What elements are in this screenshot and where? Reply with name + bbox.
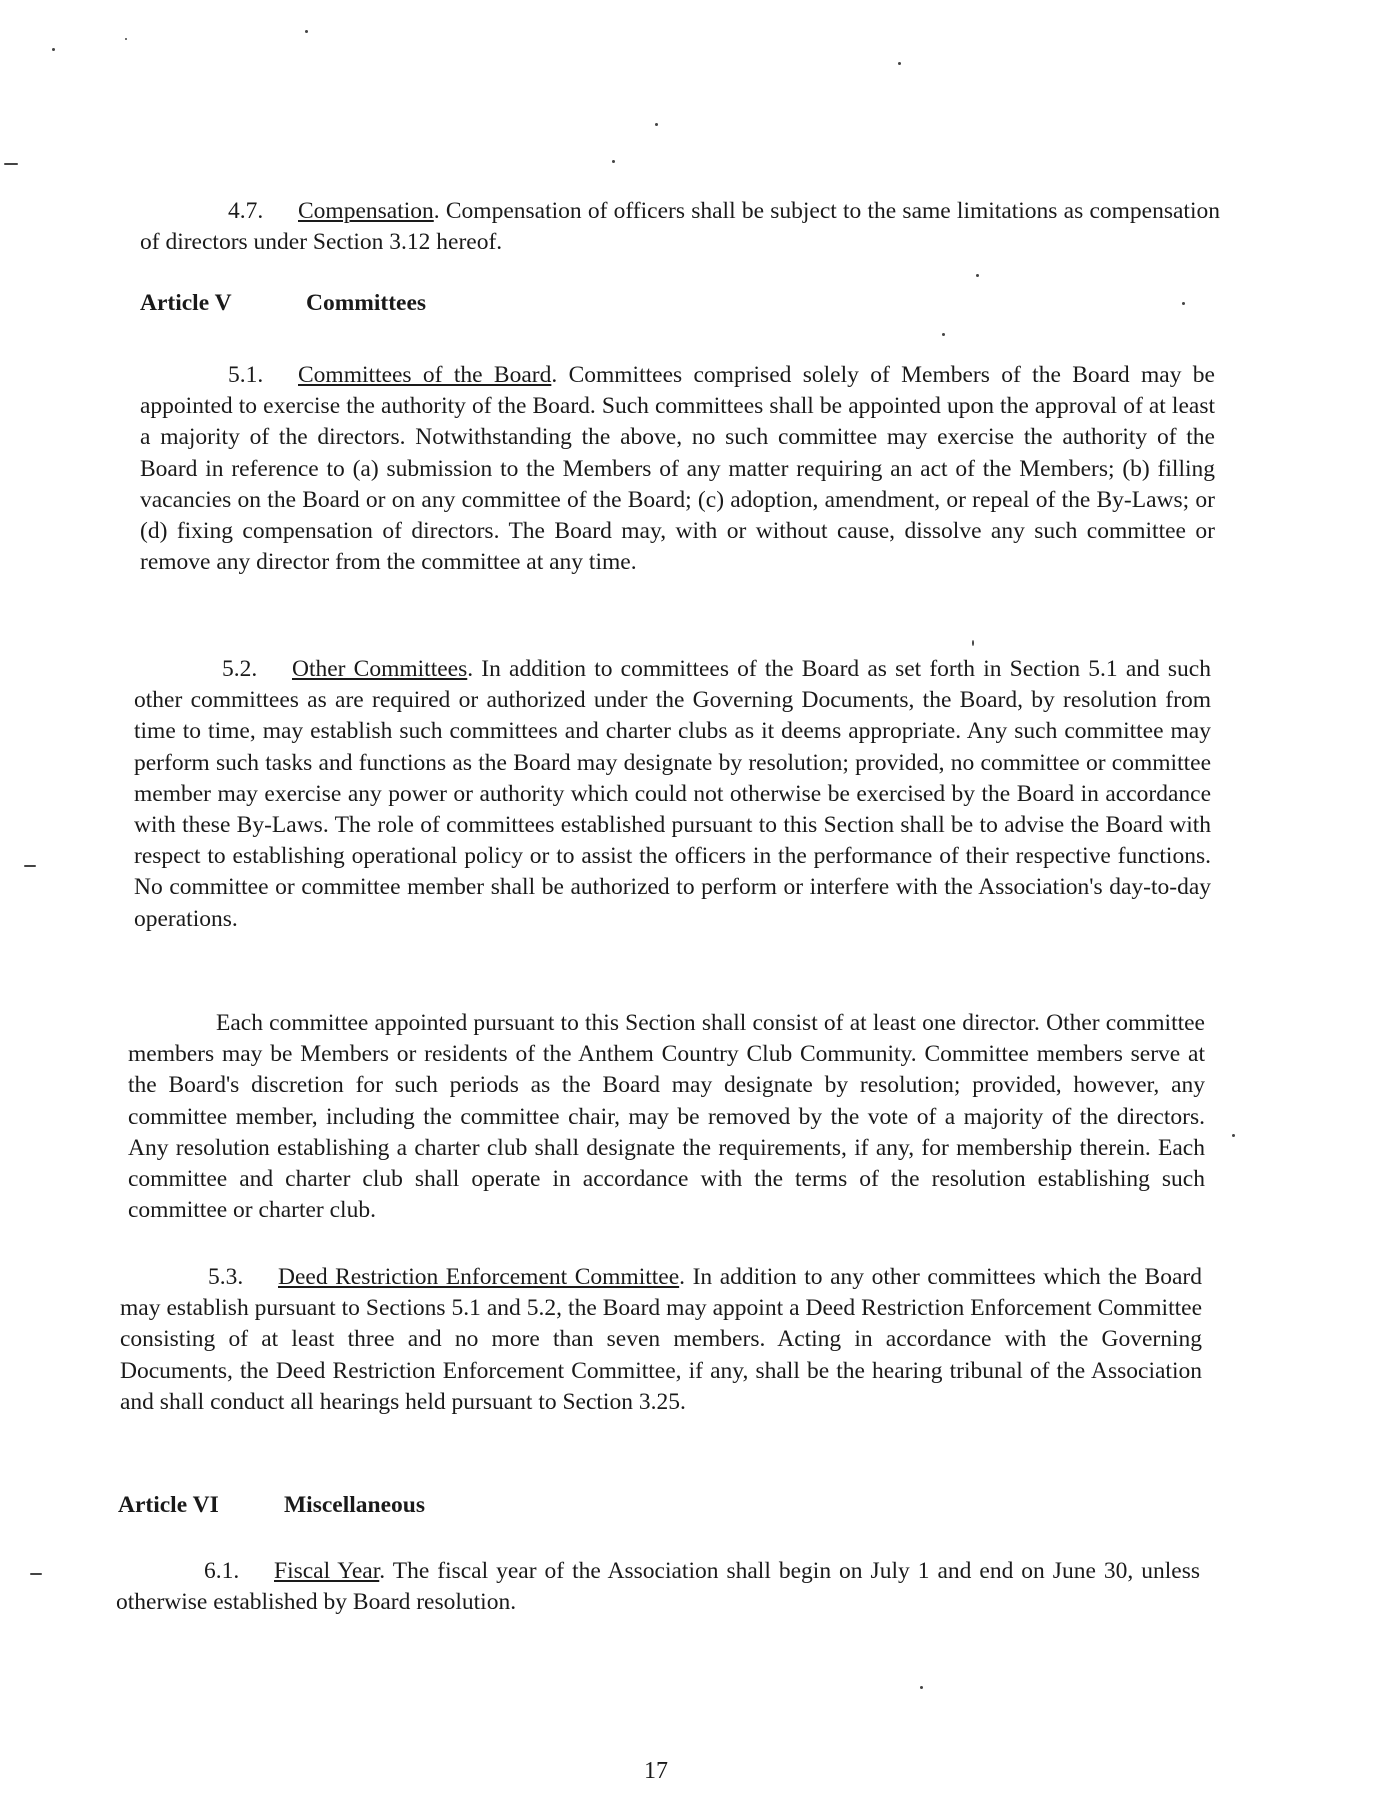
section-4-7 xyxy=(140,196,1220,258)
scan-speck xyxy=(1232,1134,1235,1137)
scan-speck xyxy=(920,1686,923,1689)
article-heading xyxy=(118,1492,425,1519)
section-text: . Committees comprised solely of Members of the Board may be appointed to exercise the authority of the Board. Such committees shall be appointed upon the approval of at least a majority of the directors. Notwithstanding the above, no such committee may exercise the authority of the Board in reference to (a) submission to the Members of any matter requiring an act of the Members; (b) filling vacancies on the Board or on any committee of the Board; (c) adoption, amendment, or repeal of the By-Laws; or (d) fixing compensation of directors. The Board may, with or without cause, dissolve any such committee or remove any director from the committee at any time. xyxy=(140,362,1215,576)
section-title: Deed Restriction Enforcement Committee xyxy=(278,1264,680,1290)
section-title: Fiscal Year xyxy=(274,1558,380,1584)
article-label: Article V xyxy=(140,290,232,316)
scan-speck xyxy=(305,30,308,33)
article-heading xyxy=(140,290,426,317)
article-title: Miscellaneous xyxy=(284,1492,425,1518)
section-5-3 xyxy=(120,1262,1202,1418)
section-title: Committees of the Board xyxy=(298,362,552,388)
page-number: 17 xyxy=(644,1758,668,1784)
scan-speck xyxy=(898,62,901,65)
section-title: Compensation xyxy=(298,198,434,224)
section-5-2 xyxy=(134,654,1211,935)
scan-speck xyxy=(612,160,615,163)
scan-speck xyxy=(30,1573,42,1575)
scan-speck xyxy=(1182,302,1185,305)
section-6-1 xyxy=(116,1556,1200,1618)
scan-speck xyxy=(655,123,658,126)
scan-speck xyxy=(125,38,127,40)
scan-speck xyxy=(52,48,55,51)
section-5-1 xyxy=(140,360,1215,578)
section-text: Each committee appointed pursuant to this Section shall consist of at least one director. Other committee members may be Members or residents of the Anthem Country Club Community. Committee members serve at the Board's discretion for such periods as the Board may designate by resolution; provided, however, any committee member, including the committee chair, may be removed by the vote of a majority of the directors. Any resolution establishing a charter club shall designate the requirements, if any, for membership therein. Each committee and charter club shall operate in accordance with the terms of the resolution establishing such committee or charter club. xyxy=(128,1010,1205,1224)
scan-speck xyxy=(24,865,36,867)
scan-speck xyxy=(942,333,945,336)
section-text: . In addition to committees of the Board as set forth in Section 5.1 and such other committees as are required or authorized under the Governing Documents, the Board, by resolution from time to time, may establish such committees and charter clubs as it deems appropriate. Any such committee may perform such tasks and functions as the Board may designate by resolution; provided, no committee or committee member may exercise any power or authority which could not otherwise be exercised by the Board in accordance with these By-Laws. The role of committees established pursuant to this Section shall be to advise the Board with respect to establishing operational policy or to assist the officers in the performance of their respective functions. No committee or committee member shall be authorized to perform or interfere with the Association's day-to-day operations. xyxy=(134,656,1211,932)
scan-speck xyxy=(976,274,979,277)
article-label: Article VI xyxy=(118,1492,219,1518)
section-number: 4.7. xyxy=(228,198,264,224)
article-title: Committees xyxy=(306,290,427,316)
section-number: 5.2. xyxy=(222,656,258,682)
scan-speck xyxy=(972,640,974,646)
section-text: . In addition to any other committees which the Board may establish pursuant to Sections 5.1 and 5.2, the Board may appoint a Deed Restriction Enforcement Committee consisting of at least three and no more than seven members. Acting in accordance with the Governing Documents, the Deed Restriction Enforcement Committee, if any, shall be the hearing tribunal of the Association and shall conduct all hearings held pursuant to Section 3.25. xyxy=(120,1264,1202,1415)
section-number: 5.3. xyxy=(208,1264,244,1290)
section-5-2-continued xyxy=(128,1008,1205,1226)
section-title: Other Committees xyxy=(292,656,468,682)
section-text: . Compensation of officers shall be subject to the same limitations as compensation of directors under Section 3.12 hereof. xyxy=(140,198,1220,256)
section-number: 6.1. xyxy=(204,1558,240,1584)
section-number: 5.1. xyxy=(228,362,264,388)
scan-speck xyxy=(4,163,18,165)
section-text: . The fiscal year of the Association shall begin on July 1 and end on June 30, unless otherwise established by Board resolution. xyxy=(116,1558,1200,1616)
